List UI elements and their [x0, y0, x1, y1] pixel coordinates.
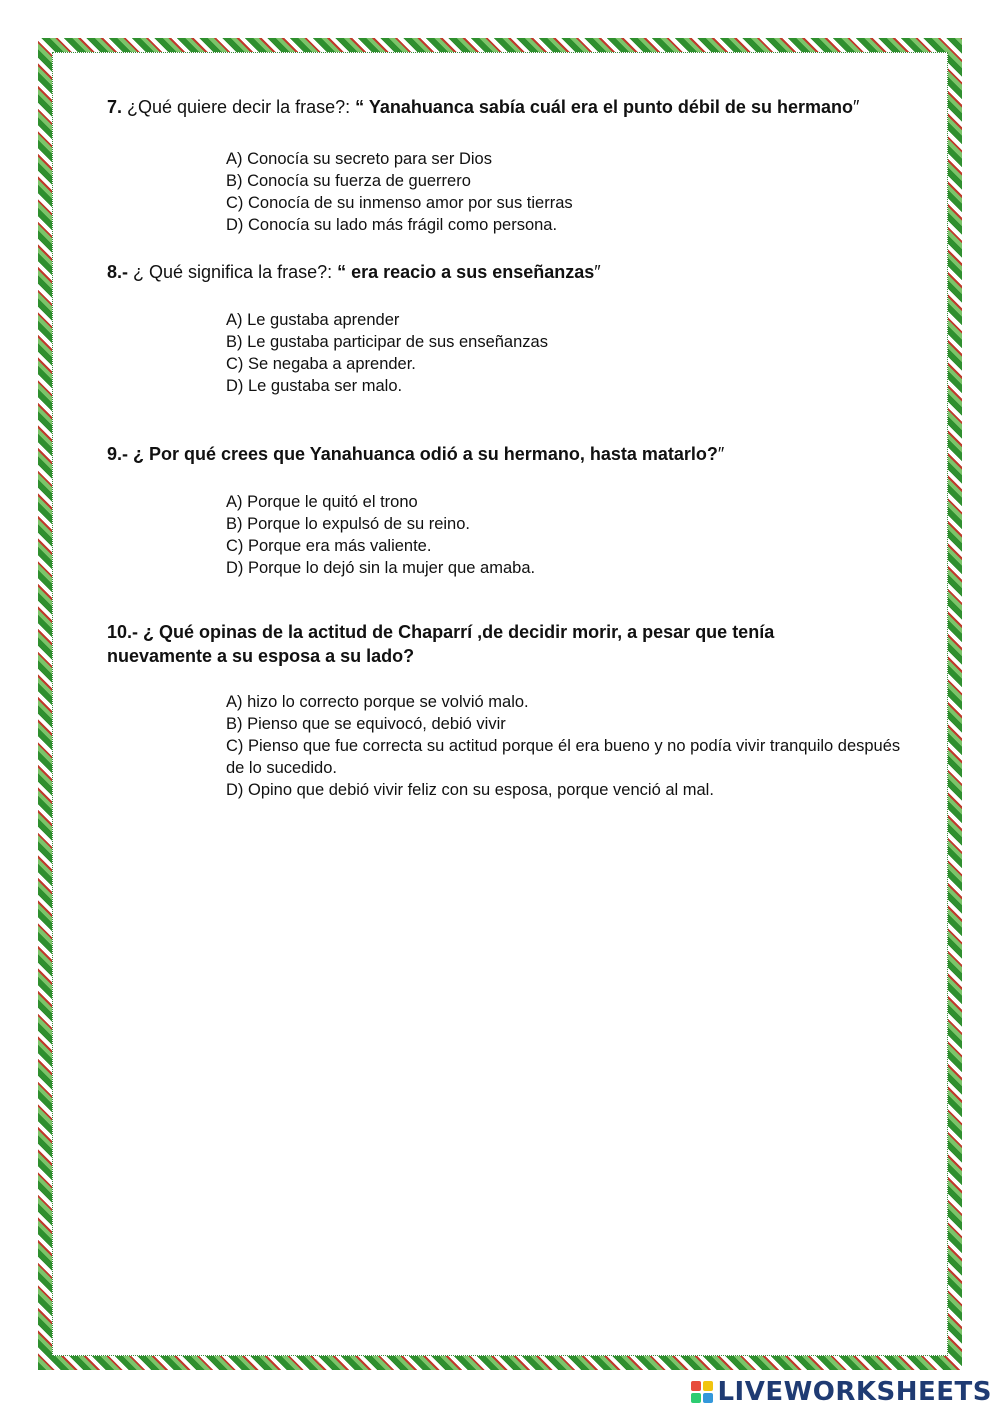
question-suffix: ″ [852, 97, 860, 117]
option-b[interactable]: B) Conocía su fuerza de guerrero [226, 172, 471, 190]
question-10 [107, 620, 867, 668]
question-number: 8.- [107, 262, 129, 282]
option-b[interactable]: B) Pienso que se equivocó, debió vivir [226, 715, 506, 733]
question-prefix: ¿Qué quiere decir la frase?: [122, 97, 356, 117]
options-7 [226, 148, 926, 236]
option-d[interactable]: D) Opino que debió vivir feliz con su esposa, porque venció al mal. [226, 781, 714, 799]
option-b[interactable]: B) Porque lo expulsó de su reino. [226, 515, 470, 533]
option-c[interactable]: C) Conocía de su inmenso amor por sus tierras [226, 194, 573, 212]
brand-name: LIVEWORKSHEETS [717, 1377, 992, 1407]
option-d[interactable]: D) Conocía su lado más frágil como persona. [226, 216, 558, 234]
question-number: 10.- [107, 622, 139, 642]
question-text: ¿ Qué opinas de la actitud de Chaparrí ,de decidir morir, a pesar que tenía nuevamente a su esposa a su lado? [107, 622, 775, 666]
option-a[interactable]: A) Conocía su secreto para ser Dios [226, 150, 492, 168]
question-text: ¿ Por qué crees que Yanahuanca odió a su hermano, hasta matarlo? [128, 444, 718, 464]
option-a[interactable]: A) Porque le quitó el trono [226, 493, 418, 511]
option-c[interactable]: C) Porque era más valiente. [226, 537, 432, 555]
option-c[interactable]: C) Se negaba a aprender. [226, 355, 416, 373]
option-d[interactable]: D) Le gustaba ser malo. [226, 377, 403, 395]
options-8 [226, 309, 926, 397]
question-8 [107, 259, 877, 286]
question-suffix: ″ [594, 262, 601, 282]
question-quote: “ Yanahuanca sabía cuál era el punto débil de su hermano [355, 97, 853, 117]
logo-mark-icon [691, 1381, 713, 1403]
option-a[interactable]: A) hizo lo correcto porque se volvió malo. [226, 693, 529, 711]
question-number: 9.- [107, 444, 129, 464]
question-9 [107, 441, 877, 468]
question-suffix: ″ [717, 444, 725, 464]
liveworksheets-logo [691, 1375, 992, 1409]
options-10 [226, 691, 916, 801]
option-a[interactable]: A) Le gustaba aprender [226, 311, 400, 329]
option-c[interactable]: C) Pienso que fue correcta su actitud porque él era bueno y no podía vivir tranquilo después de lo sucedido. [226, 737, 901, 777]
question-quote: “ era reacio a sus enseñanzas [337, 262, 595, 282]
option-d[interactable]: D) Porque lo dejó sin la mujer que amaba. [226, 559, 536, 577]
question-number: 7. [107, 97, 123, 117]
option-b[interactable]: B) Le gustaba participar de sus enseñanzas [226, 333, 548, 351]
question-prefix: ¿ Qué significa la frase?: [128, 262, 338, 282]
options-9 [226, 491, 926, 579]
question-7 [107, 94, 877, 121]
